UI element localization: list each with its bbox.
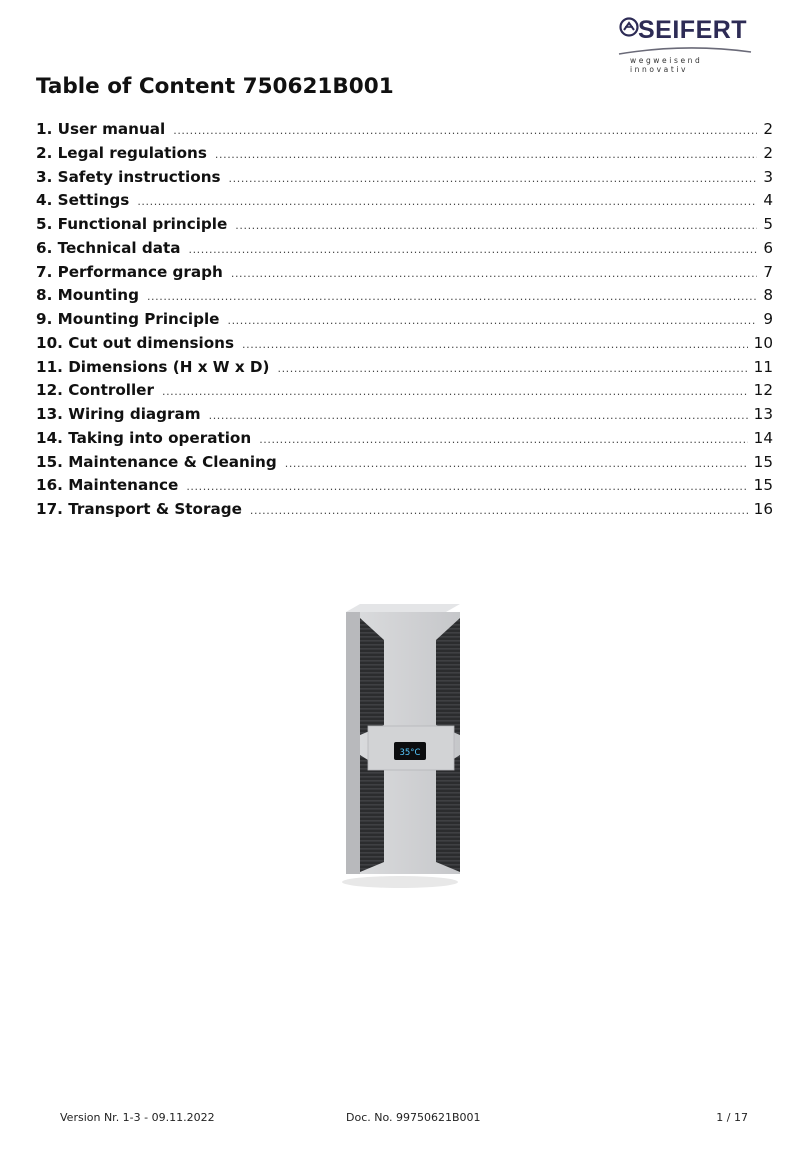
toc-entry[interactable] bbox=[36, 118, 773, 142]
toc-entry-page: 5 bbox=[763, 215, 773, 233]
toc-dot-leader bbox=[186, 475, 747, 499]
toc-entry-page: 16 bbox=[753, 500, 773, 518]
toc-dot-leader bbox=[147, 285, 757, 309]
toc-entry-page: 15 bbox=[753, 452, 773, 471]
seifert-emblem-icon bbox=[619, 17, 639, 37]
toc-dot-leader bbox=[242, 333, 748, 357]
toc-entry-page: 14 bbox=[753, 428, 773, 447]
toc-entry[interactable] bbox=[36, 166, 773, 190]
toc-entry-page: 9 bbox=[763, 310, 773, 328]
footer-page-number: 1 / 17 bbox=[716, 1111, 748, 1124]
toc-dot-leader bbox=[229, 167, 758, 191]
toc-entry-page: 8 bbox=[763, 286, 773, 305]
toc-dot-leader bbox=[259, 428, 747, 452]
toc-entry[interactable] bbox=[36, 189, 773, 213]
toc-entry[interactable] bbox=[36, 308, 773, 332]
logo-wordmark: SEIFERT bbox=[638, 16, 748, 44]
logo-swoosh bbox=[618, 46, 752, 56]
toc-dot-leader bbox=[215, 143, 757, 167]
toc-entry-page: 4 bbox=[763, 191, 773, 210]
toc-entry-label: 8. Mounting bbox=[36, 286, 139, 305]
toc-entry-page: 2 bbox=[763, 120, 773, 138]
toc-dot-leader bbox=[188, 238, 757, 262]
toc-entry[interactable] bbox=[36, 142, 773, 166]
toc-entry[interactable] bbox=[36, 261, 773, 285]
toc-dot-leader bbox=[285, 452, 748, 476]
toc-entry-label: 6. Technical data bbox=[36, 238, 181, 257]
toc-entry-page: 6 bbox=[763, 238, 773, 257]
toc-entry[interactable] bbox=[36, 332, 773, 356]
toc-entry-label: 7. Performance graph bbox=[36, 262, 223, 281]
toc-dot-leader bbox=[137, 190, 757, 214]
toc-entry-label: 13. Wiring diagram bbox=[36, 405, 201, 423]
toc-entry[interactable] bbox=[36, 474, 773, 498]
toc-entry-page: 13 bbox=[753, 405, 773, 423]
toc-entry-label: 4. Settings bbox=[36, 191, 130, 210]
toc-dot-leader bbox=[235, 214, 757, 238]
toc-entry-label: 12. Controller bbox=[36, 381, 154, 400]
toc-dot-leader bbox=[231, 262, 757, 286]
toc-entry[interactable] bbox=[36, 356, 773, 380]
toc-entry[interactable] bbox=[36, 237, 773, 261]
display-reading: 35°C bbox=[399, 748, 421, 758]
logo-tagline: wegweisend innovativ bbox=[630, 56, 703, 74]
toc-entry[interactable] bbox=[36, 213, 773, 237]
toc-entry[interactable] bbox=[36, 403, 773, 427]
toc-entry-page: 7 bbox=[763, 262, 773, 281]
toc-entry-label: 11. Dimensions (H x W x D) bbox=[36, 357, 270, 376]
toc-entry[interactable] bbox=[36, 498, 773, 522]
toc-entry[interactable] bbox=[36, 451, 773, 475]
toc-entry-label: 17. Transport & Storage bbox=[36, 500, 242, 518]
toc-entry-label: 10. Cut out dimensions bbox=[36, 333, 235, 352]
toc-entry-label: 14. Taking into operation bbox=[36, 428, 252, 447]
table-of-contents bbox=[36, 118, 773, 522]
toc-dot-leader bbox=[227, 309, 757, 333]
toc-entry-label: 16. Maintenance bbox=[36, 476, 179, 495]
toc-entry-label: 2. Legal regulations bbox=[36, 143, 207, 162]
toc-entry[interactable] bbox=[36, 284, 773, 308]
toc-entry-page: 15 bbox=[753, 476, 773, 495]
toc-entry-label: 3. Safety instructions bbox=[36, 167, 221, 186]
toc-dot-leader bbox=[173, 119, 757, 143]
toc-entry[interactable] bbox=[36, 427, 773, 451]
toc-dot-leader bbox=[250, 499, 748, 523]
toc-entry-page: 2 bbox=[763, 143, 773, 162]
toc-entry-label: 15. Maintenance & Cleaning bbox=[36, 452, 277, 471]
seifert-logo bbox=[616, 14, 756, 74]
toc-entry[interactable] bbox=[36, 379, 773, 403]
toc-dot-leader bbox=[162, 380, 748, 404]
toc-entry-label: 1. User manual bbox=[36, 120, 166, 138]
toc-entry-label: 9. Mounting Principle bbox=[36, 310, 220, 328]
page-title: Table of Content 750621B001 bbox=[36, 74, 394, 99]
footer-version: Version Nr. 1-3 - 09.11.2022 bbox=[60, 1111, 215, 1124]
toc-dot-leader bbox=[277, 357, 747, 381]
toc-dot-leader bbox=[209, 404, 748, 428]
toc-entry-label: 5. Functional principle bbox=[36, 215, 228, 233]
toc-entry-page: 3 bbox=[763, 167, 773, 186]
toc-entry-page: 12 bbox=[753, 381, 773, 400]
cooling-unit-illustration bbox=[328, 600, 468, 890]
toc-entry-page: 11 bbox=[753, 357, 773, 376]
toc-entry-page: 10 bbox=[753, 333, 773, 352]
footer-doc-number: Doc. No. 99750621B001 bbox=[346, 1111, 481, 1124]
